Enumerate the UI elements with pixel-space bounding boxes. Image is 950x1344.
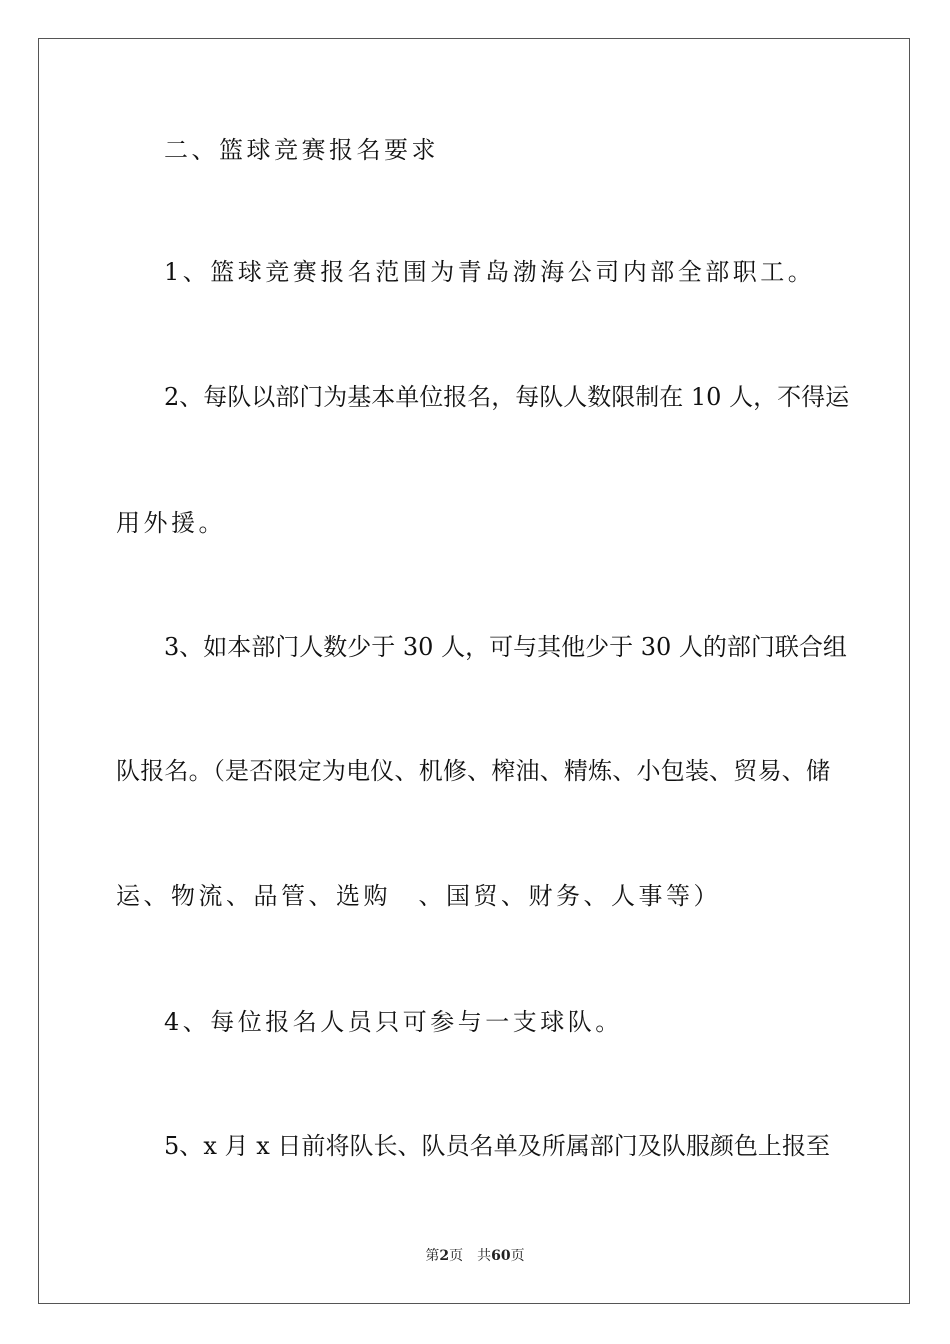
paragraph-line-3: 用外援。 — [116, 509, 226, 537]
paragraph-line-5: 队报名。（是否限定为电仪、机修、榨油、精炼、小包装、贸易、储 — [116, 757, 830, 785]
footer-total-pages: 60 — [491, 1248, 511, 1264]
paragraph-line-7: 4、每位报名人员只可参与一支球队。 — [164, 1008, 623, 1036]
footer-suffix: 页 — [510, 1248, 525, 1264]
page-footer — [0, 1246, 950, 1266]
paragraph-line-4: 3、如本部门人数少于 30 人，可与其他少于 30 人的部门联合组 — [164, 633, 847, 661]
footer-current-page: 2 — [439, 1248, 450, 1264]
paragraph-line-1: 1、篮球竞赛报名范围为青岛渤海公司内部全部职工。 — [164, 258, 816, 286]
footer-prefix: 第 — [425, 1248, 440, 1264]
paragraph-line-2: 2、每队以部门为基本单位报名，每队人数限制在 10 人，不得运 — [164, 383, 850, 411]
page-border — [38, 38, 910, 1304]
paragraph-line-6: 运、物流、品管、选购 、国贸、财务、人事等） — [116, 882, 721, 910]
section-heading: 二、篮球竞赛报名要求 — [164, 136, 439, 164]
footer-mid: 页 共 — [449, 1248, 492, 1264]
paragraph-line-8: 5、x 月 x 日前将队长、队员名单及所属部门及队服颜色上报至 — [164, 1132, 830, 1160]
